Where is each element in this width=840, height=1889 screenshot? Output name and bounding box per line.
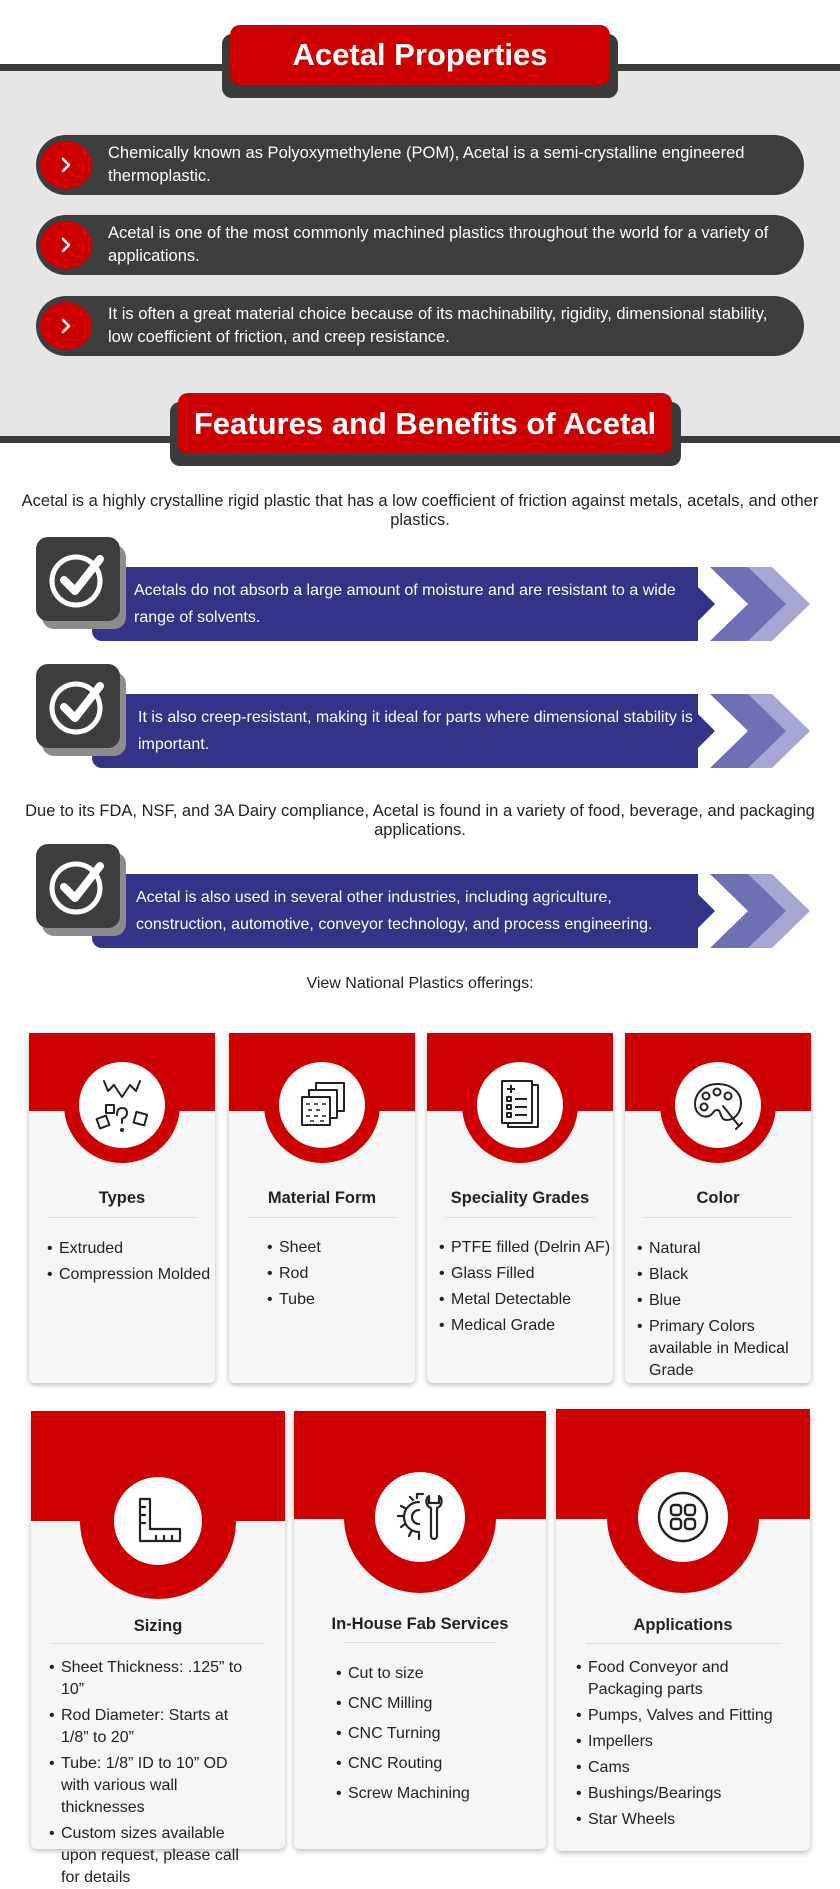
card-title: In-House Fab Services (331, 1615, 509, 1633)
list-item: • Impellers (576, 1731, 786, 1753)
card-list (49, 1657, 249, 1889)
card-list (637, 1236, 807, 1382)
types-question-icon (79, 1062, 165, 1148)
benefit-item (36, 537, 816, 641)
property-item (36, 135, 804, 195)
card-fab-services (294, 1411, 546, 1849)
card-applications (556, 1409, 810, 1851)
list-item: • Natural (637, 1236, 807, 1262)
chevron-right-icon (40, 221, 92, 269)
list-item: • Black (637, 1262, 807, 1288)
compliance-paragraph: Due to its FDA, NSF, and 3A Dairy compliance, Acetal is found in a variety of food, beverage, and packaging applications. (25, 802, 815, 839)
list-item: • Cams (576, 1757, 786, 1779)
property-item (36, 215, 804, 275)
stacked-sheets-icon (279, 1062, 365, 1148)
ruler-icon (114, 1477, 202, 1565)
list-item: • Tube: 1/8” ID to 10” OD with various wall thicknesses (49, 1753, 249, 1819)
property-item (36, 296, 804, 356)
list-item: • PTFE filled (Delrin AF) (439, 1235, 610, 1261)
card-list (267, 1235, 321, 1313)
chevron-right-icon (40, 302, 92, 350)
list-item: • Blue (637, 1288, 807, 1314)
list-item: • Custom sizes available upon request, please call for details (49, 1823, 249, 1889)
benefit-item (36, 664, 816, 768)
card-list (47, 1236, 210, 1288)
card-material-form (229, 1033, 415, 1383)
card-list (336, 1659, 470, 1809)
card-divider (643, 1217, 793, 1218)
list-item: • Pumps, Valves and Fitting (576, 1705, 786, 1727)
arrow-chevrons (710, 874, 810, 948)
card-list (576, 1657, 786, 1831)
card-title: Material Form (267, 1189, 377, 1207)
list-item: • Sheet (267, 1235, 321, 1261)
card-title: Color (696, 1189, 740, 1207)
benefit-item (36, 844, 816, 948)
list-item: • Primary Colors available in Medical Grade (637, 1316, 807, 1382)
section-title-features: Features and Benefits of Acetal (178, 393, 672, 454)
list-item: • Food Conveyor and Packaging parts (576, 1657, 786, 1701)
card-divider (51, 1643, 265, 1644)
list-item: • Cut to size (336, 1659, 470, 1689)
list-item: • Extruded (47, 1236, 210, 1262)
list-item: • Tube (267, 1287, 321, 1313)
benefit-text: Acetals do not absorb a large amount of moisture and are resistant to a wide range of solvents. (134, 582, 676, 626)
list-item: • CNC Milling (336, 1689, 470, 1719)
arrow-chevrons (710, 567, 810, 641)
chevron-right-icon (40, 141, 92, 189)
card-list (439, 1235, 610, 1339)
property-text: It is often a great material choice because of its machinability, rigidity, dimensional stability, low coefficient of friction, and creep resistance. (108, 305, 768, 346)
card-title: Types (98, 1189, 146, 1207)
section-title-properties: Acetal Properties (230, 25, 610, 85)
checkmark-icon (36, 537, 120, 621)
gear-wrench-icon (375, 1472, 465, 1562)
list-item: • Rod Diameter: Starts at 1/8” to 20” (49, 1705, 249, 1749)
paint-palette-icon (675, 1062, 761, 1148)
card-divider (586, 1643, 780, 1644)
offerings-label: View National Plastics offerings: (306, 975, 534, 992)
list-item: • CNC Routing (336, 1749, 470, 1779)
list-item: • CNC Turning (336, 1719, 470, 1749)
list-item: • Bushings/Bearings (576, 1783, 786, 1805)
card-divider (47, 1217, 197, 1218)
card-divider (445, 1217, 595, 1218)
list-item: • Rod (267, 1261, 321, 1287)
property-text: Chemically known as Polyoxymethylene (POM), Acetal is a semi-crystalline engineered thermoplastic. (108, 144, 745, 185)
arrow-chevrons (710, 694, 810, 768)
list-item: • Screw Machining (336, 1779, 470, 1809)
card-divider (247, 1217, 397, 1218)
card-speciality-grades (427, 1033, 613, 1383)
card-divider (344, 1642, 496, 1643)
list-item: • Sheet Thickness: .125” to 10” (49, 1657, 249, 1701)
list-item: • Glass Filled (439, 1261, 610, 1287)
benefit-text: Acetal is also used in several other industries, including agriculture, construction, automotive, conveyor technology, and process engineering. (136, 889, 653, 933)
card-types (29, 1033, 215, 1383)
card-title: Applications (633, 1616, 733, 1634)
card-title: Speciality Grades (450, 1189, 590, 1207)
document-list-icon (477, 1062, 563, 1148)
list-item: • Medical Grade (439, 1313, 610, 1339)
benefit-text: It is also creep-resistant, making it ideal for parts where dimensional stability is important. (138, 709, 693, 753)
property-text: Acetal is one of the most commonly machined plastics throughout the world for a variety of applications. (108, 224, 769, 265)
list-item: • Metal Detectable (439, 1287, 610, 1313)
checkmark-icon (36, 664, 120, 748)
card-sizing (31, 1411, 285, 1886)
list-item: • Compression Molded (47, 1262, 210, 1288)
card-title: Sizing (133, 1617, 183, 1635)
app-grid-icon (638, 1472, 728, 1562)
card-color (625, 1033, 811, 1383)
intro-paragraph: Acetal is a highly crystalline rigid plastic that has a low coefficient of friction against metals, acetals, and other plastics. (21, 492, 819, 529)
list-item: • Star Wheels (576, 1809, 786, 1831)
checkmark-icon (36, 844, 120, 928)
